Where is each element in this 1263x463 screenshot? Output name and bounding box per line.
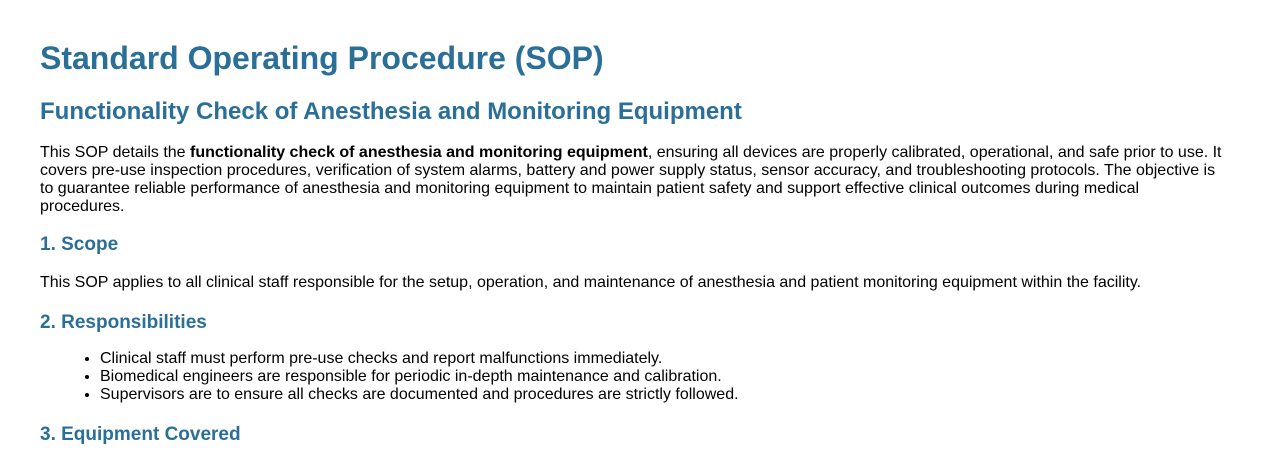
intro-paragraph xyxy=(40,144,1223,216)
equipment-heading: 3. Equipment Covered xyxy=(40,424,241,445)
page-title: Standard Operating Procedure (SOP) xyxy=(40,40,604,76)
scope-heading: 1. Scope xyxy=(40,234,119,255)
list-item: • Supervisors are to ensure all checks are documented and procedures are strictly followed. xyxy=(100,386,1223,404)
intro-bold-phrase: functionality check of anesthesia and monitoring equipment xyxy=(190,144,648,161)
intro-text-start: This SOP details the xyxy=(40,144,190,161)
list-item: • Clinical staff must perform pre-use checks and report malfunctions immediately. xyxy=(100,350,1223,368)
intro-text-end: , ensuring all devices are properly calibrated, operational, and safe prior to use. It covers pre-use inspection procedures, verification of system alarms, battery and power supply status, sensor accuracy, and troubleshooting protocols. The objective is to guarantee reliable performance of anesthesia and monitoring equipment to maintain patient safety and support effective clinical outcomes during medical procedures. xyxy=(40,144,1222,215)
scope-text: This SOP applies to all clinical staff responsible for the setup, operation, and maintenance of anesthesia and patient monitoring equipment within the facility. xyxy=(40,274,1142,291)
list-item: • Biomedical engineers are responsible for periodic in-depth maintenance and calibration. xyxy=(100,368,1223,386)
responsibilities-list xyxy=(40,350,1223,404)
responsibilities-heading: 2. Responsibilities xyxy=(40,312,207,333)
document-subtitle: Functionality Check of Anesthesia and Monitoring Equipment xyxy=(40,98,742,125)
